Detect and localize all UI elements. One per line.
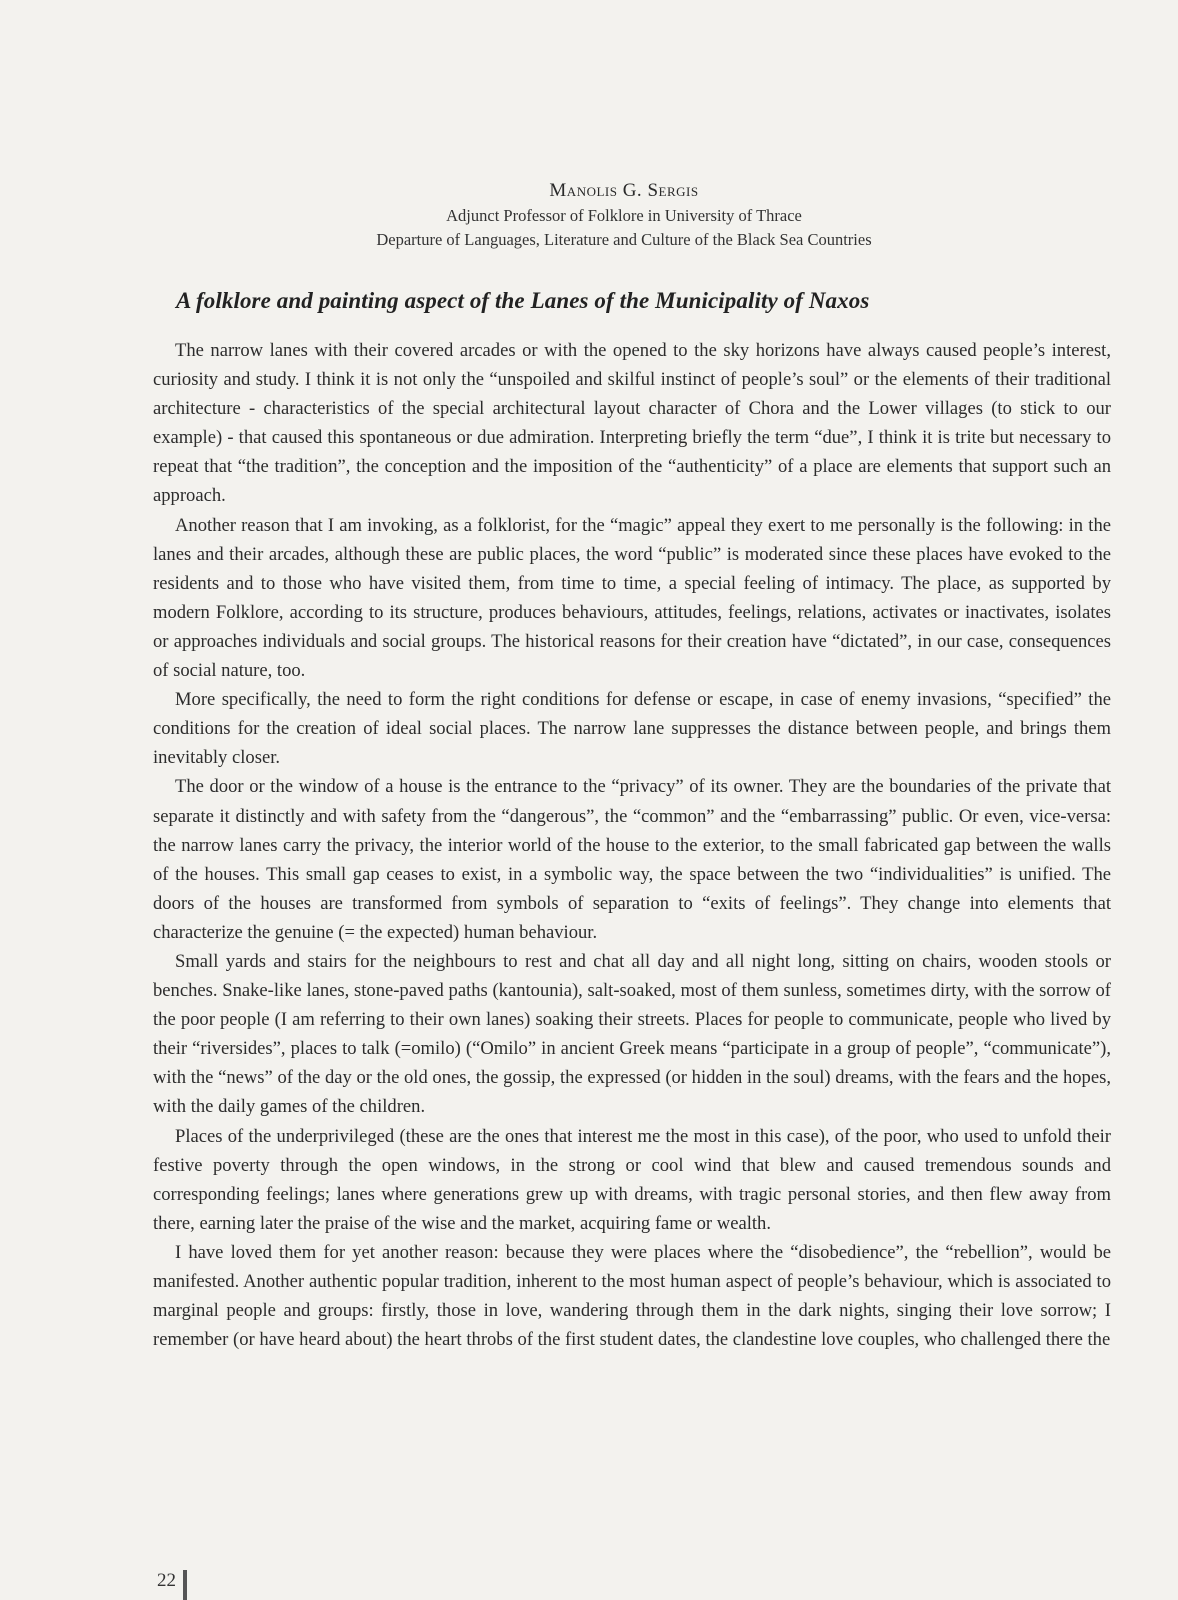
page-edge-marker bbox=[183, 1570, 187, 1600]
author-department: Departure of Languages, Literature and Culture of the Black Sea Countries bbox=[376, 230, 872, 249]
author-position: Adjunct Professor of Folklore in University of Thrace bbox=[446, 206, 802, 225]
article-body bbox=[153, 336, 1111, 1354]
author-name bbox=[70, 178, 1178, 204]
paragraph-7: I have loved them for yet another reason: because they were places where the “disobedience”, the “rebellion”, would be manifested. Another authentic popular tradition, inherent to the most human aspect of people’s behaviour, which is associated to marginal people and groups: firstly, those in love, wandering through them in the dark nights, singing their love sorrow; I remember (or have heard about) the heart throbs of the first student dates, the clandestine love couples, who challenged there the bbox=[153, 1241, 1111, 1351]
paragraph-4: The door or the window of a house is the entrance to the “privacy” of its owner. They are the boundaries of the private that separate it distinctly and with safety from the “dangerous”, the “common” and the “embarrassing” public. Or even, vice-versa: the narrow lanes carry the privacy, the interior world of the house to the exterior, to the small fabricated gap between the walls of the houses. This small gap ceases to exist, in a symbolic way, the space between the two “individualities” is unified. The doors of the houses are transformed from symbols of separation to “exits of feelings”. They change into elements that characterize the genuine (= the expected) human behaviour. bbox=[153, 776, 1111, 943]
page-number: 22 bbox=[157, 1570, 176, 1591]
author-last-name: Sergis bbox=[647, 180, 699, 201]
paragraph-2: Another reason that I am invoking, as a folklorist, for the “magic” appeal they exert to me personally is the following: in the lanes and their arcades, although these are public places, the word “public” is moderated since these places have evoked to the residents and to those who have visited them, from time to time, a special feeling of intimacy. The place, as supported by modern Folklore, according to its structure, produces behaviours, attitudes, feelings, relations, activates or inactivates, isolates or approaches individuals and social groups. The historical reasons for their creation have “dictated”, in our case, consequences of social nature, too. bbox=[153, 514, 1111, 682]
paragraph-6: Places of the underprivileged (these are the ones that interest me the most in this case), of the poor, who used to unfold their festive poverty through the open windows, in the strong or cool wind that blew and caused tremendous sounds and corresponding feelings; lanes where generations grew up with dreams, with tragic personal stories, and then flew away from there, earning later the praise of the wise and the market, acquiring fame or wealth. bbox=[153, 1125, 1111, 1234]
article-header bbox=[0, 178, 1178, 252]
paragraph-5: Small yards and stairs for the neighbours to rest and chat all day and all night long, sitting on chairs, wooden stools or benches. Snake-like lanes, stone-paved paths (kantounia), salt-soaked, most of them sunless, sometimes dirty, with the sorrow of the poor people (I am referring to their own lanes) soaking their streets. Places for people to communicate, people who lived by their “riversides”, places to talk (=omilo) (“Omilo” in ancient Greek means “participate in a group of people”, “communicate”), with the “news” of the day or the old ones, the gossip, the expressed (or hidden in the soul) dreams, with the fears and the hopes, with the daily games of the children. bbox=[153, 950, 1111, 1118]
author-first-name: Manolis G. bbox=[549, 180, 643, 201]
paragraph-1: The narrow lanes with their covered arcades or with the opened to the sky horizons have always caused people’s interest, curiosity and study. I think it is not only the “unspoiled and skilful instinct of people’s soul” or the elements of their traditional architecture - characteristics of the special architectural layout character of Chora and the Lower villages (to stick to our example) - that caused this spontaneous or due admiration. Interpreting briefly the term “due”, I think it is trite but necessary to repeat that “the tradition”, the conception and the imposition of the “authenticity” of a place are elements that support such an approach. bbox=[153, 340, 1111, 507]
paragraph-3: More specifically, the need to form the right conditions for defense or escape, in case of enemy invasions, “specified” the conditions for the creation of ideal social places. The narrow lane suppresses the distance between people, and brings them inevitably closer. bbox=[153, 689, 1111, 769]
article-title: A folklore and painting aspect of the Lanes of the Municipality of Naxos bbox=[176, 288, 870, 313]
